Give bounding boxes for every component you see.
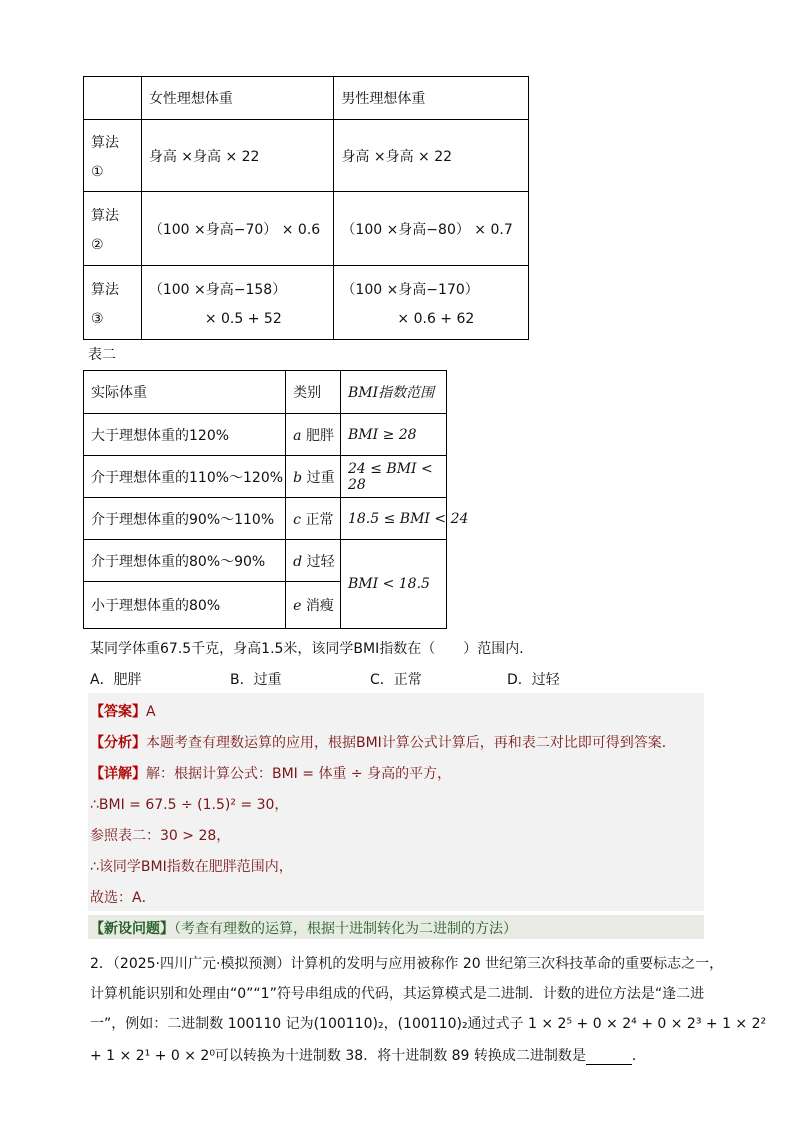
algo-number: ③	[91, 310, 104, 327]
table1-header-male: 男性理想体重	[334, 77, 529, 120]
algo-label: 算法	[91, 207, 119, 224]
table2-header-category: 类别	[286, 371, 341, 414]
option-c: C．正常	[370, 672, 422, 688]
new-question-line	[90, 918, 517, 938]
detail-line-5: 故选：A．	[90, 890, 156, 906]
table2-row-category	[286, 414, 341, 456]
table2-header-range	[340, 371, 446, 414]
answer-blank[interactable]	[586, 1050, 632, 1065]
algo-label: 算法	[91, 134, 119, 151]
table1-row3-label	[84, 266, 142, 340]
category-name: 过重	[306, 469, 335, 486]
table2-header-weight: 实际体重	[84, 371, 286, 414]
bmi-header: BMI指数范围	[347, 385, 435, 401]
category-letter: d	[293, 553, 303, 570]
question-text: 某同学体重67.5千克，身高1.5米，该同学BMI指数在（ ）范围内．	[90, 641, 534, 657]
analysis-line	[90, 732, 676, 752]
table1-row2-label	[84, 192, 142, 266]
table1-row3-male	[334, 266, 529, 340]
table2-caption: 表二	[88, 347, 116, 363]
table1-row1-male: 身高 ×身高 × 22	[334, 120, 529, 192]
answer-value: A	[146, 704, 156, 720]
new-question-desc: （考查有理数的运算，根据十进制转化为二进制的方法）	[174, 921, 517, 937]
male-formula-line2: × 0.6 + 62	[397, 310, 475, 327]
option-d: D．过轻	[507, 672, 560, 688]
answer-tag: 【答案】	[90, 704, 146, 720]
category-letter: e	[293, 598, 302, 614]
detail-line-3: 参照表二：30 > 28，	[90, 828, 231, 844]
detail-text: 解：根据计算公式：BMI = 体重 ÷ 身高的平方，	[146, 766, 452, 782]
algo-number: ①	[91, 163, 104, 180]
q2-line-1: 2．（2025·四川广元·模拟预测）计算机的发明与应用被称作 20 世纪第三次科技革命的重要标志之一，	[90, 956, 724, 972]
bmi-range: BMI ≥ 28	[347, 426, 417, 443]
option-a: A．肥胖	[90, 672, 142, 688]
category-name: 肥胖	[305, 427, 334, 444]
table2-row-weight: 介于理想体重的110%～120%	[84, 456, 286, 498]
table2-row-weight: 小于理想体重的80%	[84, 582, 286, 629]
table2-row-weight: 大于理想体重的120%	[84, 414, 286, 456]
category-name: 消瘦	[305, 598, 334, 614]
option-b: B．过重	[230, 672, 282, 688]
table1-row2-male: （100 ×身高−80） × 0.7	[334, 192, 529, 266]
table1-row3-female	[141, 266, 334, 340]
table2-row-range	[340, 498, 469, 540]
category-letter: b	[293, 469, 303, 486]
ideal-weight-table	[83, 76, 529, 340]
bmi-range: BMI < 18.5	[347, 576, 430, 592]
category-name: 正常	[305, 511, 334, 528]
table2-merged-range	[340, 540, 446, 629]
bmi-table	[83, 370, 469, 629]
analysis-tag: 【分析】	[90, 735, 146, 751]
table1-header-female: 女性理想体重	[141, 77, 334, 120]
category-name: 过轻	[306, 553, 335, 570]
table2-row-category	[286, 540, 341, 582]
q2-line-2: 计算机能识别和处理由“0”“1”符号串组成的代码，其运算模式是二进制．计数的进位方法是“逢二进	[90, 986, 705, 1002]
algo-label: 算法	[91, 281, 119, 298]
table1-row1-female: 身高 ×身高 × 22	[141, 120, 334, 192]
q2-line-3: 一”，例如：二进制数 100110 记为(100110)₂，(100110)₂通过式子 1 × 2⁵ + 0 × 2⁴ + 0 × 2³ + 1 × 2²	[90, 1016, 767, 1032]
detail-line-2: ∴BMI = 67.5 ÷ (1.5)² = 30，	[90, 797, 289, 813]
table2-row-category	[286, 498, 341, 540]
q2-line-4: + 1 × 2¹ + 0 × 2⁰可以转换为十进制数 38．将十进制数 89 转换成二进制数是	[90, 1048, 586, 1064]
algo-number: ②	[91, 236, 104, 253]
table1-corner	[84, 77, 142, 120]
answer-line	[90, 701, 156, 721]
table2-row-category	[286, 456, 341, 498]
table2-row-weight: 介于理想体重的80%～90%	[84, 540, 286, 582]
category-letter: c	[293, 511, 302, 528]
table2-row-range	[340, 414, 446, 456]
new-question-tag: 【新设问题】	[90, 921, 174, 937]
female-formula-line2: × 0.5 + 52	[204, 310, 282, 327]
table1-row1-label	[84, 120, 142, 192]
table2-row-range	[340, 456, 446, 498]
bmi-range: 18.5 ≤ BMI < 24	[347, 510, 469, 527]
table2-row-weight: 介于理想体重的90%～110%	[84, 498, 286, 540]
detail-line-4: ∴该同学BMI指数在肥胖范围内，	[90, 859, 293, 875]
q2-line-4-wrap	[90, 1045, 646, 1065]
bmi-range: 24 ≤ BMI < 28	[347, 460, 433, 493]
detail-tag: 【详解】	[90, 766, 146, 782]
q2-end: ．	[631, 1048, 646, 1064]
analysis-text: 本题考查有理数运算的应用，根据BMI计算公式计算后，再和表二对比即可得到答案．	[146, 735, 676, 751]
table2-row-category	[286, 582, 341, 629]
female-formula-line1: （100 ×身高−158）	[148, 281, 287, 298]
male-formula-line1: （100 ×身高−170）	[341, 281, 479, 298]
table1-row2-female: （100 ×身高−70） × 0.6	[141, 192, 334, 266]
category-letter: a	[293, 427, 302, 444]
detail-line	[90, 763, 451, 783]
